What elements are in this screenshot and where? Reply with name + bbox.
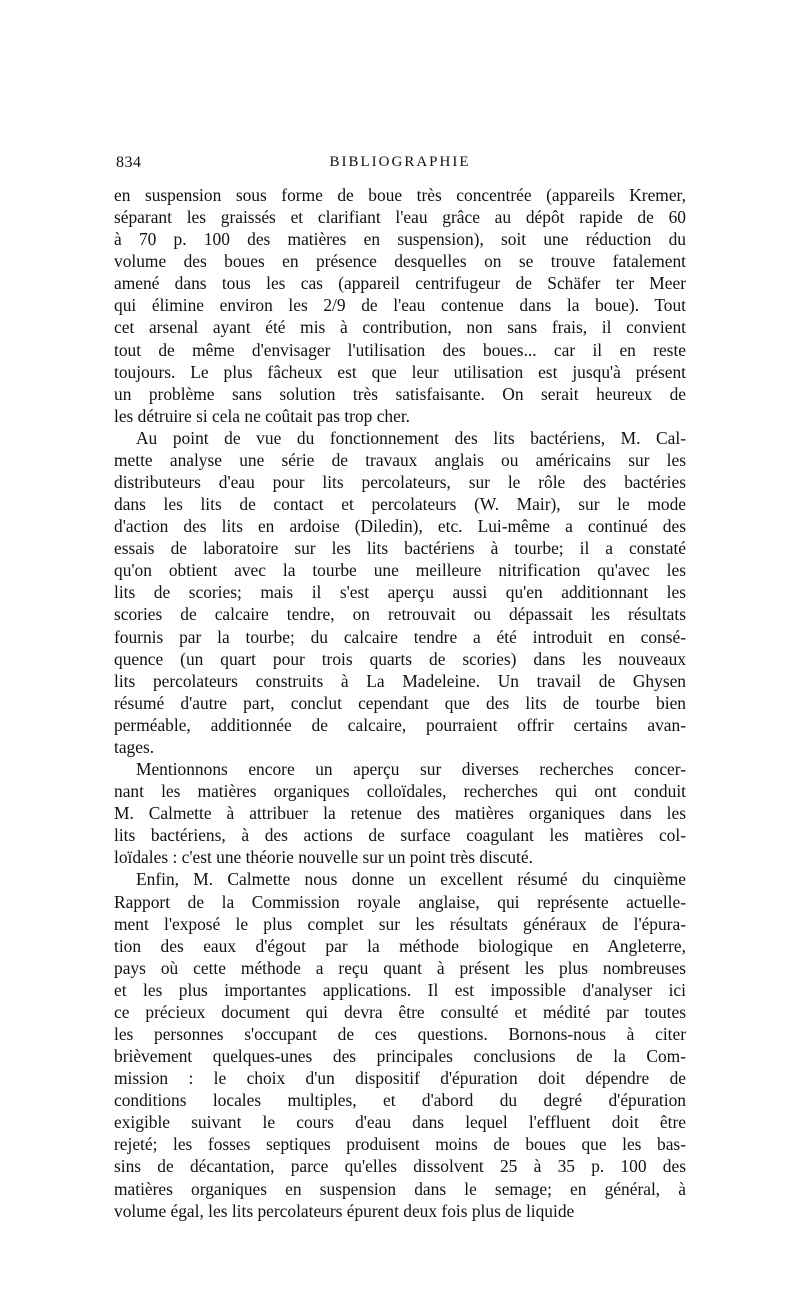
text-line: volume des boues en présence desquelles on se trouve fatalement xyxy=(114,251,686,272)
text-line: fournis par la tourbe; du calcaire tendre a été introduit en consé- xyxy=(114,626,686,647)
text-line: qu'on obtient avec la tourbe une meilleure nitrification qu'avec les xyxy=(114,560,686,581)
text-line: ment l'exposé le plus complet sur les résultats généraux de l'épura- xyxy=(114,913,686,934)
text-line: Rapport de la Commission royale anglaise, qui représente actuelle- xyxy=(114,891,686,912)
text-line: toujours. Le plus fâcheux est que leur utilisation est jusqu'à présent xyxy=(114,361,686,382)
text-line: ce précieux document qui devra être consulté et médité par toutes xyxy=(114,1001,686,1022)
paragraph xyxy=(114,184,686,427)
text-line: sins de décantation, parce qu'elles dissolvent 25 à 35 p. 100 des xyxy=(114,1156,686,1177)
text-line: volume égal, les lits percolateurs épurent deux fois plus de liquide xyxy=(114,1200,575,1221)
text-line: lits percolateurs construits à La Madeleine. Un travail de Ghysen xyxy=(114,670,686,691)
text-line: et les plus importantes applications. Il est impossible d'analyser ici xyxy=(114,979,686,1000)
text-line: en suspension sous forme de boue très concentrée (appareils Kremer, xyxy=(114,185,686,205)
text-line: cet arsenal ayant été mis à contribution, non sans frais, il convient xyxy=(114,317,686,338)
text-line: dans les lits de contact et percolateurs (W. Mair), sur le mode xyxy=(114,494,686,515)
text-line: pays où cette méthode a reçu quant à présent les plus nombreuses xyxy=(114,957,686,978)
text-line: matières organiques en suspension dans le semage; en général, à xyxy=(114,1178,686,1199)
text-line: loïdales : c'est une théorie nouvelle sur un point très discuté. xyxy=(114,847,533,868)
text-line: perméable, additionnée de calcaire, pourraient offrir certains avan- xyxy=(114,714,686,735)
text-line: Enfin, M. Calmette nous donne un excellent résumé du cinquième xyxy=(136,869,686,890)
text-line: d'action des lits en ardoise (Diledin), etc. Lui-même a continué des xyxy=(114,516,686,537)
text-line: tages. xyxy=(114,736,155,757)
text-line: séparant les graissés et clarifiant l'eau grâce au dépôt rapide de 60 xyxy=(114,207,686,228)
text-line: exigible suivant le cours d'eau dans lequel l'effluent doit être xyxy=(114,1112,686,1133)
text-line: nant les matières organiques colloïdales, recherches qui ont conduit xyxy=(114,781,686,802)
paragraph xyxy=(114,427,686,758)
text-line: lits bactériens, à des actions de surface coagulant les matières col- xyxy=(114,825,686,846)
text-line: lits de scories; mais il s'est aperçu aussi qu'en additionnant les xyxy=(114,582,686,603)
text-line: rejeté; les fosses septiques produisent moins de boues que les bas- xyxy=(114,1134,686,1155)
paragraph xyxy=(114,758,686,868)
text-line: mette analyse une série de travaux anglais ou américains sur les xyxy=(114,449,686,470)
paragraph xyxy=(114,868,686,1221)
text-line: scories de calcaire tendre, on retrouvait ou dépassait les résultats xyxy=(114,604,686,625)
text-line: M. Calmette à attribuer la retenue des matières organiques dans les xyxy=(114,803,686,824)
text-line: mission : le choix d'un dispositif d'épuration doit dépendre de xyxy=(114,1068,686,1089)
running-title: BIBLIOGRAPHIE xyxy=(329,154,471,170)
page-number: 834 xyxy=(116,154,142,171)
text-line: quence (un quart pour trois quarts de scories) dans les nouveaux xyxy=(114,648,686,669)
text-line: distributeurs d'eau pour lits percolateurs, sur le rôle des bactéries xyxy=(114,472,686,493)
text-line: brièvement quelques-unes des principales conclusions de la Com- xyxy=(114,1046,686,1067)
text-line: Au point de vue du fonctionnement des lits bactériens, M. Cal- xyxy=(136,427,686,448)
text-line: qui élimine environ les 2/9 de l'eau contenue dans la boue). Tout xyxy=(114,295,686,316)
text-line: les personnes s'occupant de ces questions. Bornons-nous à citer xyxy=(114,1023,686,1044)
text-line: amené dans tous les cas (appareil centrifugeur de Schäfer ter Meer xyxy=(114,273,686,294)
text-line: résumé d'autre part, conclut cependant que des lits de tourbe bien xyxy=(114,692,686,713)
text-line: conditions locales multiples, et d'abord du degré d'épuration xyxy=(114,1090,686,1111)
text-line: Mentionnons encore un aperçu sur diverses recherches concer- xyxy=(136,759,686,780)
text-line: un problème sans solution très satisfaisante. On serait heureux de xyxy=(114,383,686,404)
text-line: tout de même d'envisager l'utilisation des boues... car il en reste xyxy=(114,339,686,360)
text-line: les détruire si cela ne coûtait pas trop cher. xyxy=(114,405,411,426)
text-line: à 70 p. 100 des matières en suspension), soit une réduction du xyxy=(114,229,686,250)
page-header xyxy=(114,154,686,178)
body-text xyxy=(114,184,686,1222)
text-line: tion des eaux d'égout par la méthode biologique en Angleterre, xyxy=(114,935,686,956)
book-page xyxy=(114,154,686,1222)
text-line: essais de laboratoire sur les lits bactériens à tourbe; il a constaté xyxy=(114,538,686,559)
